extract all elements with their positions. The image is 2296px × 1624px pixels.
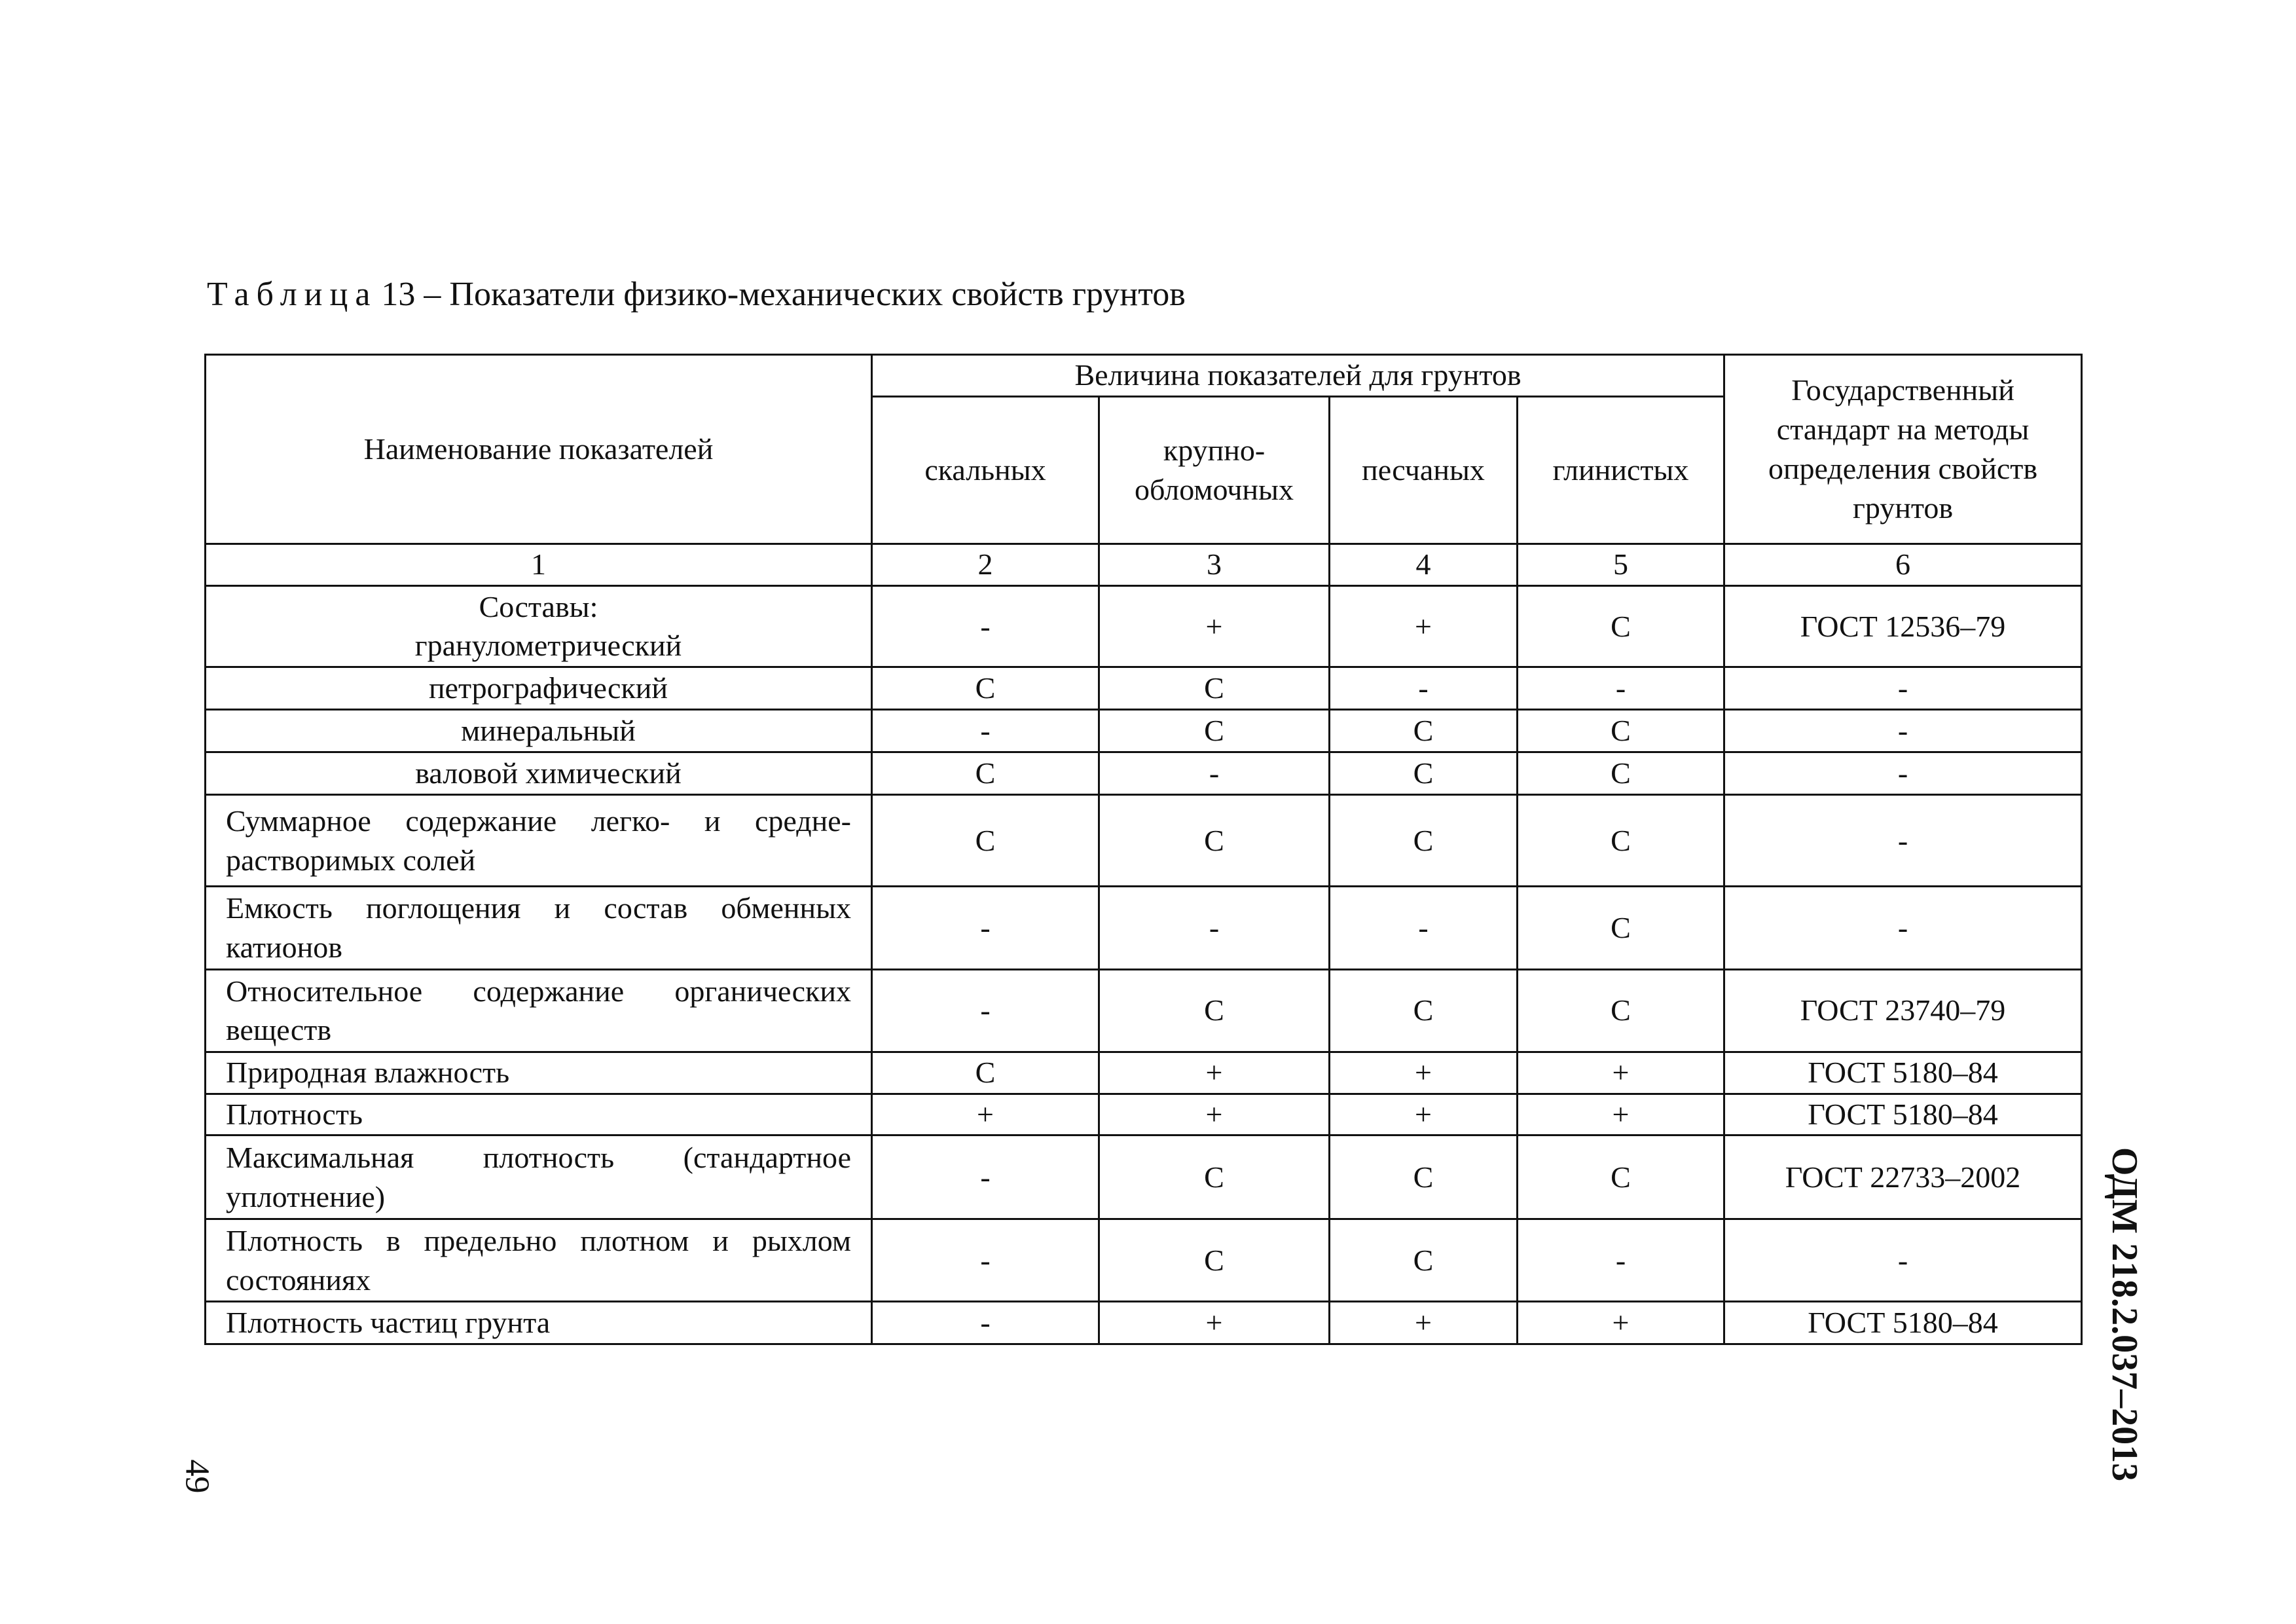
cell-value: + [872,1094,1099,1135]
page-number: 49 [178,1459,216,1494]
table-row [206,887,2082,970]
cell-standard: ГОСТ 5180–84 [1724,1052,2082,1094]
table-row [206,1052,2082,1094]
cell-value: С [1099,1219,1330,1302]
cell-standard: ГОСТ 23740–79 [1724,969,2082,1052]
header-sandy: песчаных [1330,396,1518,544]
cell-value: - [1518,667,1724,710]
cell-value: С [1330,1135,1518,1219]
cell-value: - [1099,752,1330,795]
cell-value: - [1330,887,1518,970]
cell-value: С [1330,1219,1518,1302]
cell-value: С [1518,887,1724,970]
column-number: 3 [1099,544,1330,586]
table-row [206,1301,2082,1344]
cell-value: С [1099,710,1330,752]
header-clayey: глинистых [1518,396,1724,544]
cell-value: - [872,1219,1099,1302]
row-subname: гранулометрический [414,629,682,663]
column-number: 4 [1330,544,1518,586]
cell-value: - [872,710,1099,752]
cell-value: С [1518,752,1724,795]
cell-value: С [872,1052,1099,1094]
table-caption-label: Таблица [207,276,378,313]
table-row [206,752,2082,795]
cell-value: - [1330,667,1518,710]
cell-value: С [1518,795,1724,887]
table-caption-text: 13 – Показатели физико-механических свойств грунтов [381,276,1186,313]
properties-table [204,354,2083,1345]
column-number: 2 [872,544,1099,586]
cell-standard: ГОСТ 22733–2002 [1724,1135,2082,1219]
cell-value: С [1099,969,1330,1052]
column-numbers-row [206,544,2082,586]
row-name: Плотность [206,1094,872,1135]
header-rocky: скальных [872,396,1099,544]
cell-value: С [872,667,1099,710]
cell-value: С [1099,795,1330,887]
cell-value: + [1518,1094,1724,1135]
table-row [206,1219,2082,1302]
header-group: Величина показателей для грунтов [872,355,1724,397]
table-row [206,1135,2082,1219]
cell-standard: ГОСТ 12536–79 [1724,585,2082,667]
cell-standard: - [1724,710,2082,752]
cell-value: С [1518,969,1724,1052]
table-row [206,969,2082,1052]
cell-value: С [1518,710,1724,752]
cell-value: + [1099,1301,1330,1344]
row-name: Суммарное содержание легко- и средне-растворимых солей [206,795,872,887]
cell-value: + [1099,1094,1330,1135]
document-code: ОДМ 218.2.037–2013 [2104,1147,2145,1482]
cell-value: С [1330,969,1518,1052]
cell-value: - [872,887,1099,970]
cell-standard: ГОСТ 5180–84 [1724,1301,2082,1344]
cell-standard: - [1724,752,2082,795]
cell-value: С [872,795,1099,887]
header-standard: Государственный стандарт на методы определения свойств грунтов [1724,355,2082,544]
table-row [206,667,2082,710]
header-coarse: крупно-обломочных [1099,396,1330,544]
cell-value: С [1518,1135,1724,1219]
cell-value: - [872,969,1099,1052]
row-name: Емкость поглощения и состав обменных катионов [206,887,872,970]
column-number: 1 [206,544,872,586]
cell-value: С [1099,1135,1330,1219]
cell-standard: - [1724,667,2082,710]
table-row [206,710,2082,752]
cell-value: - [872,1135,1099,1219]
cell-value: + [1330,1094,1518,1135]
table-caption [207,275,1186,314]
cell-standard: - [1724,1219,2082,1302]
cell-value: С [1518,585,1724,667]
header-name: Наименование показателей [206,355,872,544]
cell-value: С [872,752,1099,795]
cell-value: - [872,1301,1099,1344]
cell-value: С [1099,667,1330,710]
cell-value: + [1099,1052,1330,1094]
table-row [206,1094,2082,1135]
table-row [206,795,2082,887]
cell-standard: ГОСТ 5180–84 [1724,1094,2082,1135]
row-name: Максимальная плотность (стандартное уплотнение) [206,1135,872,1219]
cell-value: + [1518,1301,1724,1344]
row-name-compositions [206,585,872,667]
row-name: Относительное содержание органических веществ [206,969,872,1052]
row-name: Природная влажность [206,1052,872,1094]
row-name: Составы: [479,589,598,623]
table-row [206,585,2082,667]
column-number: 5 [1518,544,1724,586]
cell-standard: - [1724,795,2082,887]
cell-value: С [1330,795,1518,887]
cell-value: С [1330,710,1518,752]
cell-value: + [1518,1052,1724,1094]
cell-value: + [1099,585,1330,667]
row-name: Плотность частиц грунта [206,1301,872,1344]
cell-value: - [1099,887,1330,970]
cell-value: - [872,585,1099,667]
row-subname: петрографический [428,671,668,705]
cell-value: + [1330,1301,1518,1344]
row-subname: минеральный [461,714,636,748]
cell-value: + [1330,1052,1518,1094]
row-name: Плотность в предельно плотном и рыхлом состояниях [206,1219,872,1302]
cell-value: + [1330,585,1518,667]
cell-value: - [1518,1219,1724,1302]
row-subname: валовой химический [415,756,682,790]
cell-standard: - [1724,887,2082,970]
column-number: 6 [1724,544,2082,586]
cell-value: С [1330,752,1518,795]
